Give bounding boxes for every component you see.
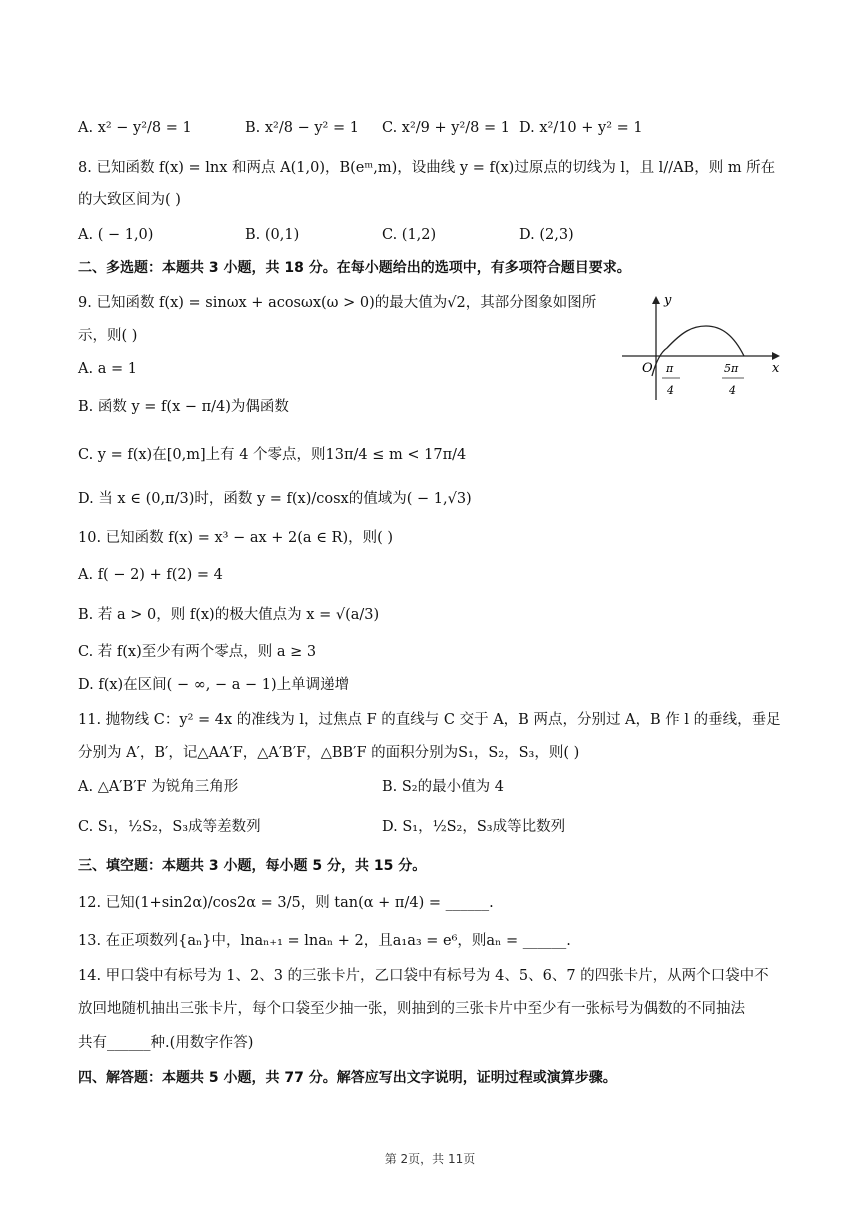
q7-option-a: A. x² − y²/8 = 1 [78,120,192,136]
q11-option-a: A. △A′B′F 为锐角三角形 [78,779,239,795]
q10-option-d: D. f(x)在区间( − ∞, − a − 1)上单调递增 [78,677,350,693]
q11-stem-line2: 分别为 A′，B′，记△AA′F，△A′B′F，△BB′F 的面积分别为S₁，S₂，S₃，则( ) [78,745,580,761]
q14-line2: 放回地随机抽出三张卡片，每个口袋至少抽一张，则抽到的三张卡片中至少有一张标号为偶数的不同抽法 [78,1001,745,1017]
y-axis-arrow-icon [652,296,660,304]
q10-option-a: A. f( − 2) + f(2) = 4 [78,567,223,583]
q9-option-d: D. 当 x ∈ (0,π/3)时，函数 y = f(x)/cosx的值域为( − 1,√3) [78,491,472,507]
section-4-heading: 四、解答题：本题共 5 小题，共 77 分。解答应写出文字说明，证明过程或演算步骤。 [78,1070,617,1086]
q9-stem-line2: 示，则( ) [78,328,138,344]
q12: 12. 已知(1+sin2α)/cos2α = 3/5，则 tan(α + π/4) = ______. [78,895,494,911]
q11-option-c: C. S₁，½S₂，S₃成等差数列 [78,819,261,835]
svg-text:4: 4 [729,384,736,397]
q11-option-d: D. S₁，½S₂，S₃成等比数列 [382,819,566,835]
origin-label: O [642,361,653,376]
tick-pi-over-4-num: π [666,362,674,375]
q9-option-b: B. 函数 y = f(x − π/4)为偶函数 [78,399,289,415]
x-axis-label: x [772,361,780,376]
q11-option-b: B. S₂的最小值为 4 [382,779,504,795]
q8-stem-line1: 8. 已知函数 f(x) = lnx 和两点 A(1,0)，B(eᵐ,m)，设曲线 y = f(x)过原点的切线为 l，且 l//AB，则 m 所在 [78,160,776,176]
tick-5pi-over-4-num: 5π [724,362,739,375]
q11-stem-line1: 11. 抛物线 C：y² = 4x 的准线为 l，过焦点 F 的直线与 C 交于 A，B 两点，分别过 A，B 作 l 的垂线，垂足 [78,712,781,728]
q8-option-b: B. (0,1) [245,227,300,243]
q10-option-c: C. 若 f(x)至少有两个零点，则 a ≥ 3 [78,644,317,660]
svg-text:4: 4 [667,384,674,397]
x-axis-arrow-icon [772,352,780,360]
y-axis-label: y [664,293,672,308]
q14-line1: 14. 甲口袋中有标号为 1、2、3 的三张卡片，乙口袋中有标号为 4、5、6、7 的四张卡片，从两个口袋中不 [78,968,769,984]
q7-option-b: B. x²/8 − y² = 1 [245,120,359,136]
q7-option-d: D. x²/10 + y² = 1 [519,120,643,136]
q9-option-c: C. y = f(x)在[0,m]上有 4 个零点，则13π/4 ≤ m < 17π/4 [78,447,467,463]
q7-option-c: C. x²/9 + y²/8 = 1 [382,120,510,136]
q14-line3: 共有______种.(用数字作答) [78,1035,254,1051]
q10-option-b: B. 若 a > 0，则 f(x)的极大值点为 x = √(a/3) [78,607,380,623]
q13: 13. 在正项数列{aₙ}中，lnaₙ₊₁ = lnaₙ + 2，且a₁a₃ = e⁶，则aₙ = ______. [78,933,571,949]
q10-stem: 10. 已知函数 f(x) = x³ − ax + 2(a ∈ R)，则( ) [78,530,394,546]
q8-option-d: D. (2,3) [519,227,574,243]
q9-option-a: A. a = 1 [78,361,137,377]
q8-option-a: A. ( − 1,0) [78,227,154,243]
q8-stem-line2: 的大致区间为( ) [78,192,181,208]
page-footer: 第 2页，共 11页 [384,1152,476,1166]
q9-function-graph [622,292,784,404]
section-2-heading: 二、多选题：本题共 3 小题，共 18 分。在每小题给出的选项中，有多项符合题目要求。 [78,260,631,276]
q9-stem-line1: 9. 已知函数 f(x) = sinωx + acosωx(ω > 0)的最大值为√2，其部分图象如图所 [78,295,597,311]
q8-option-c: C. (1,2) [382,227,437,243]
section-3-heading: 三、填空题：本题共 3 小题，每小题 5 分，共 15 分。 [78,858,427,874]
